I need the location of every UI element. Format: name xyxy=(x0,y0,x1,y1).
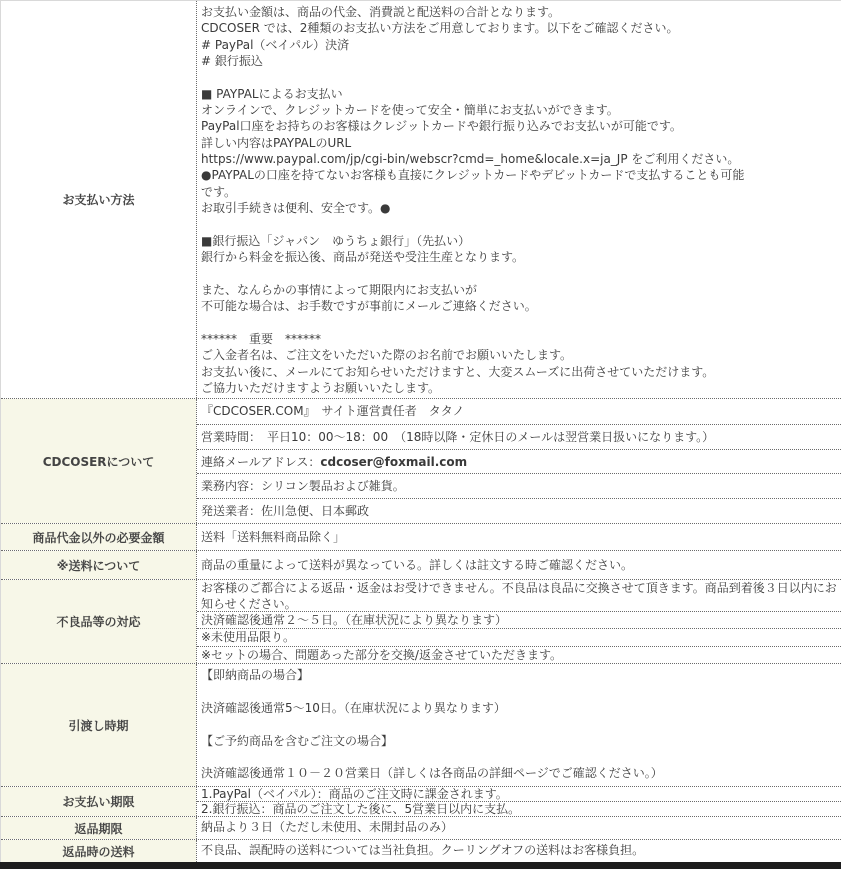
text-line xyxy=(201,216,837,232)
row-label-delivery-time: 引渡し時期 xyxy=(1,664,196,786)
text-line: 送料「送料無料商品除く」 xyxy=(201,530,346,544)
text-line: ご入金者名は、ご注文をいただいた際のお名前でお願いいたします。 xyxy=(201,348,573,363)
text-line: 商品の重量によって送料が異なっている。詳しくは註文する時ご確認ください。 xyxy=(201,558,634,572)
content-cell xyxy=(197,498,841,523)
table-row-return-shipping xyxy=(1,839,841,862)
paypal-url: https://www.paypal.com/jp/cgi-bin/webscr?cmd=_home&locale.x=ja_JP xyxy=(201,152,628,167)
table-row-extra-fees xyxy=(1,523,841,550)
text-line: CDCOSER では、2種類のお支払い方法をご用意しております。以下をご確認ください。 xyxy=(201,21,679,36)
row-content-payment-method xyxy=(196,1,841,398)
table-row-payment-deadline xyxy=(1,786,841,816)
text-line: ■ PAYPALによるお支払い xyxy=(201,86,343,101)
row-label-defective-items: 不良品等の対応 xyxy=(1,580,196,663)
text-line: 決済確認後通常5～10日。（在庫状況により異なります） xyxy=(201,700,506,715)
row-label-return-shipping: 返品時の送料 xyxy=(1,840,196,862)
table-row-shipping-note xyxy=(1,550,841,579)
content-cell xyxy=(197,840,841,861)
content-cell xyxy=(197,611,841,628)
text-line xyxy=(201,716,837,732)
content-cell xyxy=(197,664,841,785)
row-label-payment-deadline: お支払い期限 xyxy=(1,787,196,816)
content-cell xyxy=(197,424,841,449)
content-cell xyxy=(197,628,841,645)
table-row-return-deadline xyxy=(1,816,841,839)
text-segment: をご利用ください。 xyxy=(627,152,740,167)
text-line: です。 xyxy=(201,184,237,199)
text-line: 決済確認後通常１０－２０営業日（詳しくは各商品の詳細ページでご確認ください。） xyxy=(201,766,663,781)
content-cell xyxy=(197,473,841,498)
text-line: お客様のご都合による返品・返金はお受けできません。不良品は良品に交換させて頂きます。商品到着後３日以内にお知らせください。 xyxy=(201,581,837,611)
text-line: 『CDCOSER.COM』 サイト運営責任者 タタノ xyxy=(201,404,465,418)
row-label-return-deadline: 返品期限 xyxy=(1,817,196,839)
content-cell xyxy=(197,646,841,663)
row-label-about-cdcoser: CDCOSERについて xyxy=(1,399,196,523)
text-line: オンラインで、クレジットカードを使って安全・簡単にお支払いができます。 xyxy=(201,103,619,118)
row-content-extra-fees xyxy=(196,524,841,550)
content-cell xyxy=(197,449,841,474)
text-line xyxy=(201,69,837,85)
text-line: 発送業者：佐川急便、日本郵政 xyxy=(201,504,370,519)
content-cell xyxy=(197,817,841,838)
row-label-extra-fees: 商品代金以外の必要金額 xyxy=(1,524,196,550)
row-label-shipping-note: ※送料について xyxy=(1,551,196,579)
text-line: PayPal口座をお持ちのお客様はクレジットカードや銀行振り込みでお支払いが可能です。 xyxy=(201,119,682,134)
text-line: 1.PayPal（ベイパル）：商品のご注文時に課金されます。 xyxy=(201,787,508,801)
row-content-delivery-time xyxy=(196,664,841,786)
text-line: ●PAYPALの口座を持てないお客様も直接にクレジットカードやデビットカードで支払することも可能 xyxy=(201,168,745,183)
text-line: ****** 重要 ****** xyxy=(201,331,322,346)
text-line: # PayPal（ベイパル）決済 xyxy=(201,37,350,52)
row-content-payment-deadline xyxy=(196,787,841,816)
content-cell xyxy=(197,801,841,816)
row-content-defective-items xyxy=(196,580,841,663)
text-line: 2.銀行振込：商品のご注文した後に、5営業日以内に支払。 xyxy=(201,802,521,816)
content-cell xyxy=(197,524,841,550)
text-line xyxy=(201,151,837,167)
text-line: 納品より３日（ただし未使用、未開封品のみ） xyxy=(201,820,454,834)
content-cell xyxy=(197,399,841,424)
content-cell xyxy=(197,551,841,579)
table-row-about-cdcoser xyxy=(1,398,841,523)
text-segment: 連絡メールアドレス： xyxy=(201,454,321,469)
text-line: 銀行から料金を振込後、商品が発送や受注生産となります。 xyxy=(201,250,525,265)
text-line: 不可能な場合は、お手数ですが事前にメールご連絡ください。 xyxy=(201,299,537,314)
text-line: お支払い後に、メールにてお知らせいただけますと、大変スムーズに出荷させていただけます。 xyxy=(201,364,715,379)
text-line: 【ご予約商品を含むご注文の場合】 xyxy=(201,733,394,748)
text-line xyxy=(201,315,837,331)
text-line: 【即納商品の場合】 xyxy=(201,668,310,682)
text-line: ■銀行振込「ジャパン ゆうちょ銀行」（先払い） xyxy=(201,233,471,248)
table-row-payment-method xyxy=(1,1,841,398)
text-line: ※セットの場合、問題あった部分を交換/返金させていただきます。 xyxy=(201,647,563,662)
row-label-payment-method: お支払い方法 xyxy=(1,1,196,398)
table-row-delivery-time xyxy=(1,663,841,786)
text-line: お取引手続きは便利、安全です。● xyxy=(201,201,391,216)
table-row-defective-items xyxy=(1,579,841,663)
row-content-about-cdcoser xyxy=(196,399,841,523)
row-content-return-shipping xyxy=(196,840,841,862)
text-line: ※未使用品限り。 xyxy=(201,630,296,645)
text-line xyxy=(201,683,837,699)
content-cell xyxy=(197,787,841,801)
content-cell xyxy=(197,580,841,611)
email-address: cdcoser@foxmail.com xyxy=(320,454,468,469)
row-content-return-deadline xyxy=(196,817,841,839)
text-line: 業務内容：シリコン製品および雑貨。 xyxy=(201,479,405,494)
text-line: ご協力いただけますようお願いいたします。 xyxy=(201,380,441,395)
text-line xyxy=(201,266,837,282)
text-line: お支払い金額は、商品の代金、消費説と配送料の合計となります。 xyxy=(201,5,561,19)
text-line: また、なんらかの事情によって期限内にお支払いが xyxy=(201,282,478,297)
row-content-shipping-note xyxy=(196,551,841,579)
text-line xyxy=(201,749,837,765)
text-line: 営業時間： 平日10：00～18：00 （18時以降・定休日のメールは翌営業日扱いになります。） xyxy=(201,429,715,444)
text-line: 不良品、誤配時の送料については当社負担。クーリングオフの送料はお客様負担。 xyxy=(201,843,645,857)
text-line: 決済確認後通常２～５日。（在庫状況により異なります） xyxy=(201,612,508,627)
text-line: # 銀行振込 xyxy=(201,54,263,69)
text-line xyxy=(201,454,837,470)
text-line: 詳しい内容はPAYPALのURL xyxy=(201,135,352,150)
content-cell xyxy=(197,1,841,398)
